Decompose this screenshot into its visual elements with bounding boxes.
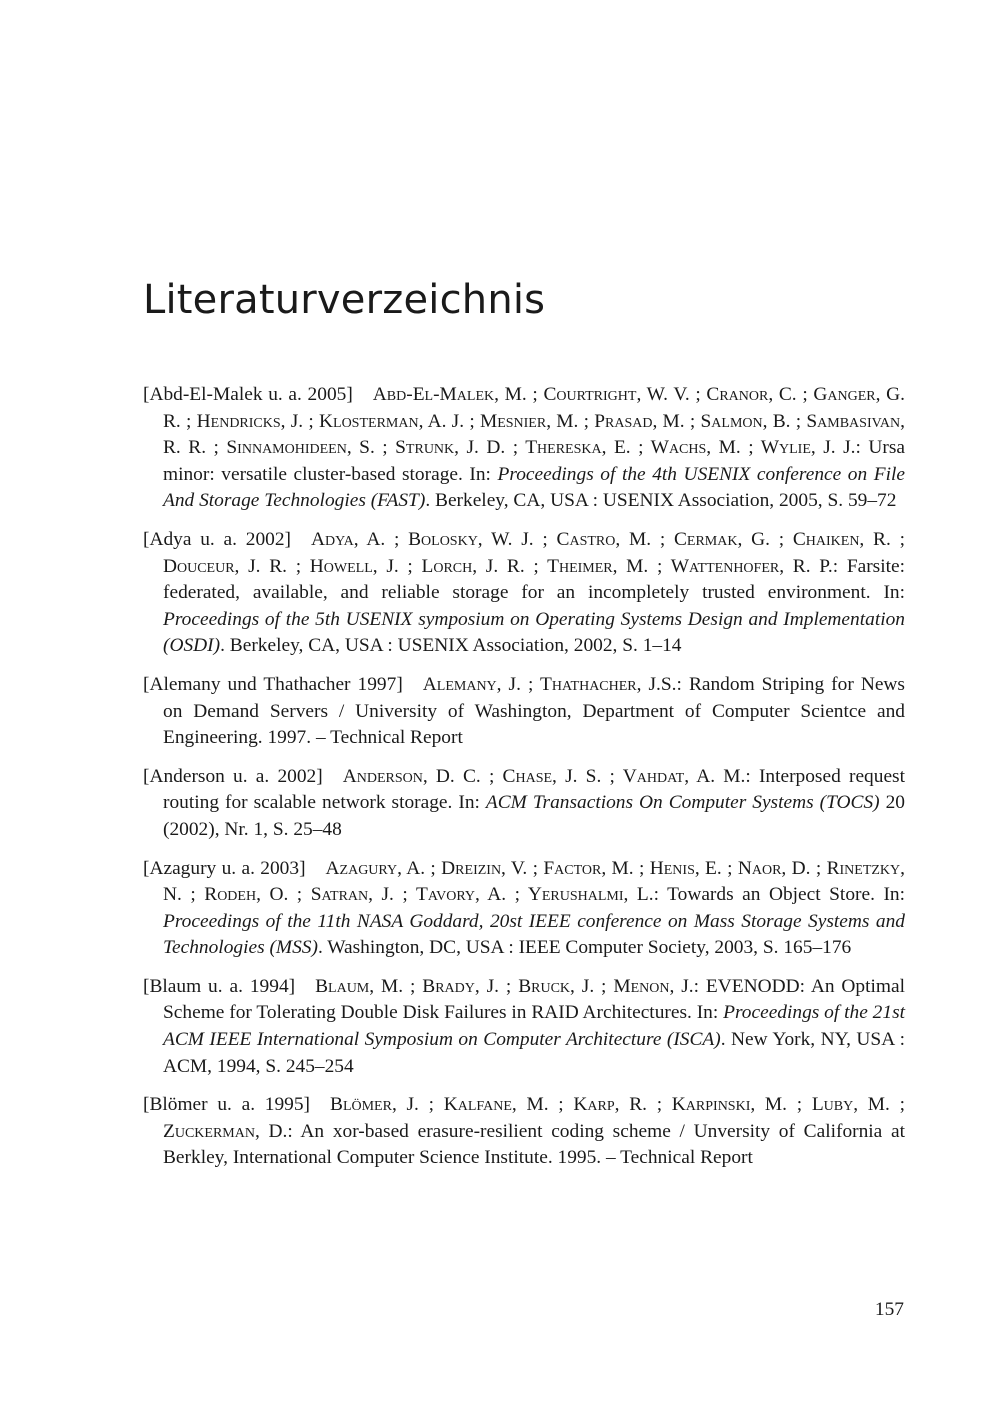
entry-text: Ursa minor: versatile cluster-based storage. In:: [163, 437, 905, 485]
venue-title: Proceedings of the 11th NASA Goddard, 20st IEEE conference on Mass Storage Systems and Technologies (MSS): [163, 910, 905, 959]
venue-title: ACM Transactions On Computer Systems (TOCS): [485, 792, 880, 814]
citation-key: [Anderson u. a. 2002]: [143, 765, 323, 787]
entry-text-end: . Washington, DC, USA : IEEE Computer Society, 2003, S. 165–176: [317, 937, 852, 959]
bib-entry: [143, 856, 905, 962]
entry-text: Interposed request routing for scalable network storage. In:: [163, 765, 905, 814]
author-list: Abd-El-Malek, M. ; Courtright, W. V. ; Cranor, C. ; Ganger, G. R. ; Hendricks, J. ; Klosterman, A. J. ; Mesnier, M. ; Prasad, M. ; Salmon, B. ; Sambasivan, R. R. ; Sinnamohideen, S. ; Strunk, J. D. ; Thereska, E. ; Wachs, M. ; Wylie, J. J.:: [163, 384, 905, 459]
citation-key: [Adya u. a. 2002]: [143, 528, 291, 550]
citation-key: [Blömer u. a. 1995]: [143, 1094, 311, 1116]
entry-text-end: 20 (2002), Nr. 1, S. 25–48: [163, 792, 905, 840]
entry-text: EVENODD: An Optimal Scheme for Tolerating Double Disk Failures in RAID Architectures. In:: [163, 975, 905, 1024]
author-list: Azagury, A. ; Dreizin, V. ; Factor, M. ; Henis, E. ; Naor, D. ; Rinetzky, N. ; Rodeh, O. ; Satran, J. ; Tavory, A. ; Yerushalmi, L.:: [163, 857, 906, 906]
entry-text-end: . New York, NY, USA : ACM, 1994, S. 245–254: [163, 1029, 905, 1077]
bib-entry: [143, 672, 905, 752]
venue-title: Proceedings of the 21st ACM IEEE International Symposium on Computer Architecture (ISCA): [163, 1002, 905, 1051]
entry-text-end: . Berkeley, CA, USA : USENIX Association, 2005, S. 59–72: [425, 490, 897, 512]
entry-text: Towards an Object Store. In:: [658, 884, 905, 906]
venue-title: Proceedings of the 4th USENIX conference on File And Storage Technologies (FAST): [163, 463, 905, 512]
entry-text: An xor-based erasure-resilient coding scheme / Unversity of California at Berkley, International Computer Science Institute. 1995. – Technical Report: [163, 1120, 905, 1169]
author-list: Anderson, D. C. ; Chase, J. S. ; Vahdat, A. M.:: [342, 765, 751, 787]
author-list: Blaum, M. ; Brady, J. ; Bruck, J. ; Menon, J.:: [315, 975, 699, 997]
entry-text: Random Striping for News on Demand Servers / University of Washington, Department of Computer Scientce and Engineering. 1997. – Technical Report: [163, 673, 905, 749]
bib-entry: [143, 382, 905, 515]
author-list: Alemany, J. ; Thathacher, J.S.:: [422, 673, 682, 695]
page-number: 157: [874, 1299, 904, 1320]
bibliography-list: [143, 382, 905, 1184]
citation-key: [Alemany und Thathacher 1997]: [143, 673, 403, 695]
entry-text: Farsite: federated, available, and reliable storage for an incompletely trusted environment. In:: [163, 555, 905, 604]
citation-key: [Blaum u. a. 1994]: [143, 975, 296, 997]
bib-entry: [143, 1092, 905, 1172]
entry-text-end: . Berkeley, CA, USA : USENIX Association, 2002, S. 1–14: [220, 635, 682, 657]
bib-entry: [143, 764, 905, 844]
bib-entry: [143, 527, 905, 660]
page-title: Literaturverzeichnis: [143, 277, 546, 323]
citation-key: [Azagury u. a. 2003]: [143, 857, 306, 879]
venue-title: Proceedings of the 5th USENIX symposium on Operating Systems Design and Implementation (OSDI): [163, 608, 905, 657]
author-list: Adya, A. ; Bolosky, W. J. ; Castro, M. ; Cermak, G. ; Chaiken, R. ; Douceur, J. R. ; Howell, J. ; Lorch, J. R. ; Theimer, M. ; Wattenhofer, R. P.:: [163, 528, 905, 577]
bib-entry: [143, 974, 905, 1080]
citation-key: [Abd-El-Malek u. a. 2005]: [143, 384, 353, 405]
author-list: Blömer, J. ; Kalfane, M. ; Karp, R. ; Karpinski, M. ; Luby, M. ; Zuckerman, D.:: [163, 1094, 906, 1142]
